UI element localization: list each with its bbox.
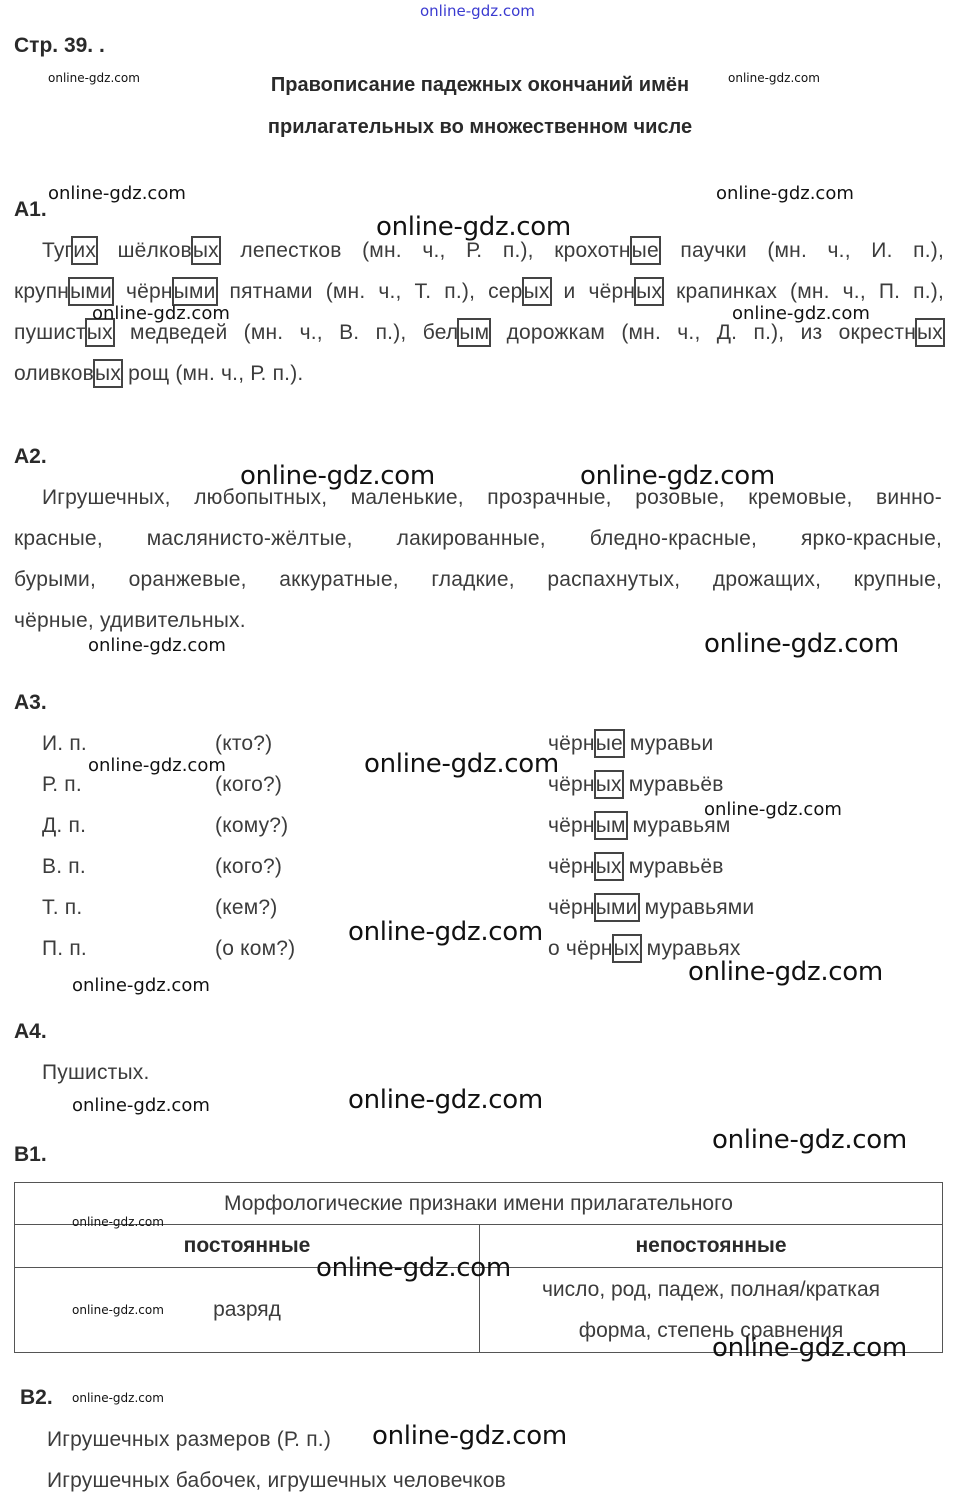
watermark: online-gdz.com (72, 975, 210, 996)
case-question: (кем?) (215, 896, 278, 919)
constant-features: разряд (15, 1268, 480, 1353)
page-number: Стр. 39. . (14, 34, 105, 57)
form-part: чёрн (548, 896, 595, 919)
top-watermark: online-gdz.com (420, 2, 535, 20)
boxed-ending: ых (85, 318, 115, 347)
text-segment: дорожкам (мн. ч., Д. п.), из окрестн (490, 321, 916, 344)
text-segment: паучки (мн. ч., И. п.), (659, 239, 944, 262)
text-segment: пушист (14, 321, 86, 344)
watermark: online-gdz.com (712, 1125, 907, 1155)
boxed-ending: ых (522, 277, 552, 306)
declined-form (548, 732, 713, 756)
a1-line (14, 321, 944, 345)
table-title: Морфологические признаки имени прилагательного (15, 1183, 943, 1225)
boxed-ending: ых (915, 318, 945, 347)
watermark: online-gdz.com (716, 183, 854, 204)
form-part: о (548, 937, 566, 960)
a2-line: бурыми, оранжевые, аккуратные, гладкие, распахнутых, дрожащих, крупные, (14, 568, 942, 591)
watermark: online-gdz.com (72, 1215, 164, 1229)
watermark: online-gdz.com (72, 1303, 164, 1317)
watermark: online-gdz.com (48, 71, 140, 85)
form-part: муравьёв (622, 855, 724, 878)
boxed-ending: ыми (594, 893, 640, 922)
column-header-variable: непостоянные (480, 1225, 943, 1268)
b2-line: Игрушечных бабочек, игрушечных человечков (47, 1469, 506, 1492)
page-title-line-1: Правописание падежных окончаний имён (270, 74, 690, 96)
boxed-ending: ым (457, 318, 491, 347)
a2-line: чёрные, удивительных. (14, 609, 246, 632)
boxed-ending: ых (634, 277, 664, 306)
variable-features-line: число, род, падеж, полная/краткая (541, 1278, 881, 1301)
section-b2-label: В2. (20, 1386, 53, 1409)
form-part: муравьи (623, 732, 714, 755)
boxed-ending: ых (191, 236, 221, 265)
a1-line (14, 280, 944, 304)
watermark: online-gdz.com (348, 1085, 543, 1115)
boxed-ending: их (71, 236, 98, 265)
case-name: Р. п. (42, 773, 82, 796)
declined-form (548, 855, 724, 879)
case-name: И. п. (42, 732, 87, 755)
watermark: online-gdz.com (72, 1391, 164, 1405)
watermark: online-gdz.com (376, 212, 571, 242)
text-segment: рощ (мн. ч., Р. п.). (122, 362, 304, 385)
case-question: (кого?) (215, 773, 283, 796)
text-segment: пятнами (мн. ч., Т. п.), сер (216, 280, 523, 303)
case-question: (кто?) (215, 732, 273, 755)
text-segment: лепестков (мн. ч., Р. п.), крохотн (219, 239, 631, 262)
watermark: online-gdz.com (240, 461, 435, 491)
form-part: чёрн (548, 732, 595, 755)
watermark: online-gdz.com (72, 1095, 210, 1116)
watermark: online-gdz.com (364, 749, 559, 779)
boxed-ending: ыми (172, 277, 218, 306)
boxed-ending: ым (594, 811, 628, 840)
boxed-ending: ых (594, 770, 624, 799)
form-part: чёрн (548, 855, 595, 878)
case-name: П. п. (42, 937, 87, 960)
section-b1-label: В1. (14, 1143, 47, 1166)
a2-line: красные, маслянисто-жёлтые, лакированные, бледно-красные, ярко-красные, (14, 527, 942, 550)
watermark: online-gdz.com (712, 1333, 907, 1363)
watermark: online-gdz.com (728, 71, 820, 85)
form-part: муравьях (640, 937, 741, 960)
text-segment: оливков (14, 362, 95, 385)
a2-line: Игрушечных, любопытных, маленькие, прозрачные, розовые, кремовые, винно- (42, 486, 942, 509)
form-part: чёрн (548, 814, 595, 837)
form-part: муравьями (638, 896, 755, 919)
text-segment: шёлков (97, 239, 192, 262)
form-part: чёрн (565, 937, 613, 960)
boxed-ending: ые (594, 729, 625, 758)
watermark: online-gdz.com (92, 303, 230, 324)
variable-features-line: форма, степень сравнения (578, 1319, 844, 1342)
text-segment: и чёрн (550, 280, 636, 303)
case-question: (о ком?) (215, 937, 296, 960)
watermark: online-gdz.com (372, 1421, 567, 1451)
declined-form (548, 773, 724, 797)
boxed-ending: ых (93, 359, 123, 388)
watermark: online-gdz.com (48, 183, 186, 204)
case-name: В. п. (42, 855, 86, 878)
declined-form (548, 896, 754, 920)
page-title-line-2: прилагательных во множественном числе (267, 116, 693, 138)
case-question: (кого?) (215, 855, 283, 878)
case-name: Т. п. (42, 896, 83, 919)
boxed-ending: ых (612, 934, 642, 963)
boxed-ending: ые (630, 236, 661, 265)
watermark: online-gdz.com (316, 1253, 511, 1283)
text-segment: Туг (42, 239, 73, 262)
text-segment: крупн (14, 280, 70, 303)
case-question: (кому?) (215, 814, 289, 837)
text-segment: крапинках (мн. ч., П. п.), (663, 280, 945, 303)
watermark: online-gdz.com (348, 917, 543, 947)
case-name: Д. п. (42, 814, 87, 837)
section-a3-label: А3. (14, 691, 47, 714)
column-header-constant: постоянные (15, 1225, 480, 1268)
watermark: online-gdz.com (688, 957, 883, 987)
text-segment: медведей (мн. ч., В. п.), бел (113, 321, 459, 344)
boxed-ending: ыми (68, 277, 114, 306)
boxed-ending: ых (594, 852, 624, 881)
section-a4-label: А4. (14, 1020, 47, 1043)
a1-line (42, 239, 944, 263)
form-part: муравьям (626, 814, 731, 837)
watermark: online-gdz.com (704, 799, 842, 820)
watermark: online-gdz.com (732, 303, 870, 324)
text-segment: чёрн (112, 280, 173, 303)
form-part: муравьёв (622, 773, 724, 796)
a4-answer: Пушистых. (42, 1061, 150, 1084)
section-a2-label: А2. (14, 445, 47, 468)
watermark: online-gdz.com (704, 629, 899, 659)
watermark: online-gdz.com (580, 461, 775, 491)
watermark: online-gdz.com (88, 635, 226, 656)
watermark: online-gdz.com (88, 755, 226, 776)
a1-line (14, 362, 303, 386)
section-a1-label: А1. (14, 198, 47, 221)
form-part: чёрн (548, 773, 595, 796)
b2-line: Игрушечных размеров (Р. п.) (47, 1428, 332, 1451)
